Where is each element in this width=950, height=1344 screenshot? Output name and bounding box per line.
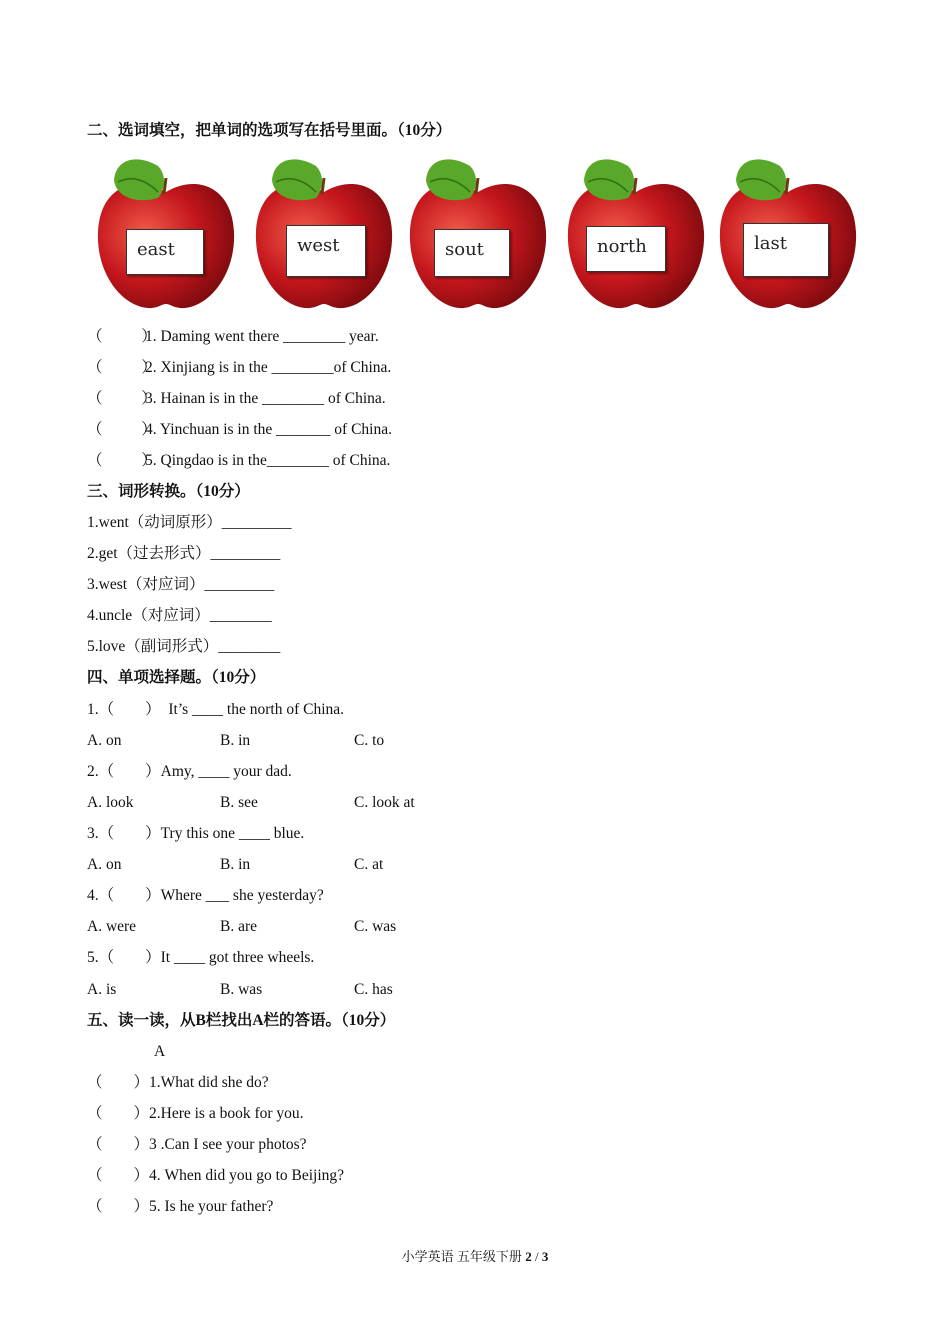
choice-option-b: B. was [220,981,263,998]
page-separator: / [531,1249,542,1264]
choice-option-c: C. at [354,856,384,873]
word-card-sout: sout [434,229,510,277]
choice-option-a: A. on [87,856,122,873]
answer-paren[interactable]: （ ） [87,328,157,345]
match-item-5: （ ）5. Is he your father? [87,1198,274,1215]
apple-word-card [96,152,236,314]
column-a-header: A [154,1043,166,1060]
fill-item-3: （ ）3. Hainan is in the ________ of China. [87,390,386,407]
match-item-2: （ ）2.Here is a book for you. [87,1105,304,1122]
answer-paren[interactable]: （ ） [87,421,157,438]
apple-word-card [254,152,394,314]
match-item-4: （ ）4. When did you go to Beijing? [87,1167,345,1184]
word-card-last: last [743,223,829,277]
choice-option-b: B. in [220,856,251,873]
footer-label: 小学英语 五年级下册 [401,1249,526,1264]
match-item-1: （ ）1.What did she do? [87,1074,269,1091]
choice-option-c: C. to [354,732,385,749]
choice-option-c: C. was [354,918,397,935]
choice-option-c: C. has [354,981,393,998]
apple-word-bank [88,152,860,316]
page-number: 2 [525,1249,532,1264]
choice-question-1: 1.（ ） It’s ____ the north of China. [87,701,345,718]
choice-option-a: A. look [87,794,134,811]
word-card-west: west [286,225,366,277]
page-total: 3 [541,1249,549,1264]
answer-paren[interactable]: （ ） [87,359,157,376]
choice-question-2: 2.（ ）Amy, ____ your dad. [87,763,292,780]
word-card-north: north [586,226,666,272]
apple-word-card [718,152,858,314]
word-form-item-3: 3.west（对应词）_________ [87,576,275,593]
choice-option-b: B. see [220,794,258,811]
fill-item-5: （ ）5. Qingdao is in the________ of China. [87,452,391,469]
answer-paren[interactable]: （ ） [87,390,157,407]
apple-word-card [566,152,706,314]
section-2-title: 二、选词填空，把单词的选项写在括号里面。（10分） [87,122,452,139]
choice-option-a: A. on [87,732,122,749]
word-form-item-2: 2.get（过去形式）_________ [87,545,281,562]
fill-item-1: （ ）1. Daming went there ________ year. [87,328,379,345]
word-form-item-1: 1.went（动词原形）_________ [87,514,292,531]
choice-question-4: 4.（ ）Where ___ she yesterday? [87,887,324,904]
section-3-title: 三、词形转换。（10分） [87,483,250,500]
choice-option-b: B. are [220,918,258,935]
choice-option-c: C. look at [354,794,415,811]
fill-item-4: （ ）4. Yinchuan is in the _______ of China. [87,421,392,438]
section-5-title: 五、读一读，从B栏找出A栏的答语。（10分） [87,1012,396,1029]
choice-option-a: A. is [87,981,117,998]
choice-option-a: A. were [87,918,137,935]
word-form-item-4: 4.uncle（对应词）________ [87,607,272,624]
section-4-title: 四、单项选择题。（10分） [87,669,266,686]
choice-question-3: 3.（ ）Try this one ____ blue. [87,825,305,842]
word-form-item-5: 5.love（副词形式）________ [87,638,281,655]
page-footer [0,1246,950,1265]
match-item-3: （ ）3 .Can I see your photos? [87,1136,307,1153]
fill-item-2: （ ）2. Xinjiang is in the ________of China. [87,359,392,376]
choice-option-b: B. in [220,732,251,749]
choice-question-5: 5.（ ）It ____ got three wheels. [87,949,315,966]
answer-paren[interactable]: （ ） [87,452,157,469]
apple-word-card [408,152,548,314]
word-card-east: east [126,229,204,275]
